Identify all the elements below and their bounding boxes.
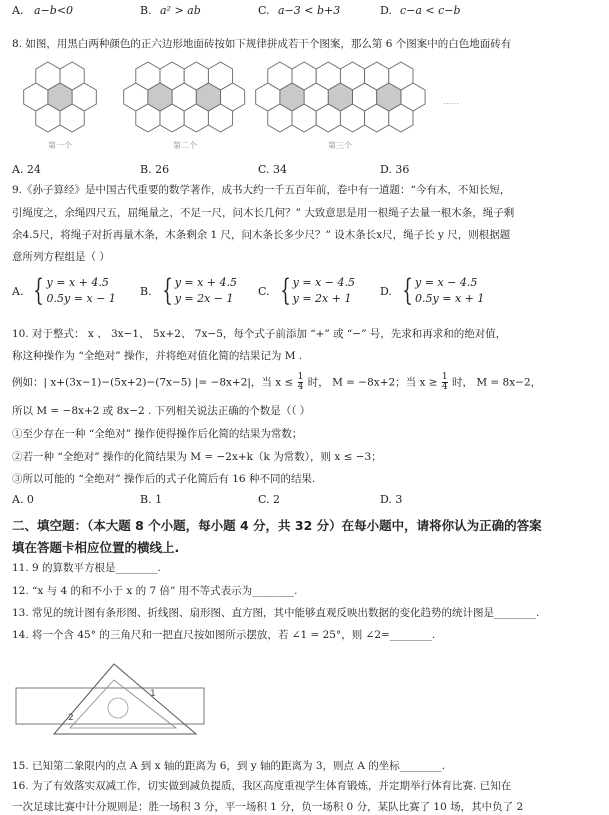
q10-example: 例如：| x+(3x−1)−(5x+2)−(7x−5) |= −8x+2|，当 x ≤ $\frac{1}{4}$ 时， M = −8x+2；当 x ≥ $\frac{1}{4}$ 时， M = 8x−2， xyxy=(12,372,542,392)
hexagon-figure-1 xyxy=(24,62,97,132)
q10-statement-1: ①至少存在一种 “全绝对” 操作使得操作后化简的结果为常数； xyxy=(12,428,303,440)
ruler-hole xyxy=(108,698,128,718)
section-2-heading-1: 二、填空题：（本大题 8 个小题，每小题 4 分，共 32 分）在每小题中，请将你认为正确的答案 xyxy=(12,518,542,533)
q10-statement-3: ③所以可能的 “全绝对” 操作后的式子化简后有 16 种不同的结果. xyxy=(12,473,316,485)
q9-option-b: B. { y = x + 4.5 y = 2x − 1 xyxy=(140,273,238,308)
q14-ruler-triangle-figure xyxy=(10,650,230,750)
q16-line-1: 16. 为了有效落实双减工作，切实做到减负提质，我区高度重视学生体育锻炼，并定期举行体育比赛. 已知在 xyxy=(12,780,512,792)
q10-option-d: D. 3 xyxy=(380,493,403,506)
q8-option-b: B. 26 xyxy=(140,163,170,176)
section-2-heading-2: 填在答题卡相应位置的横线上. xyxy=(12,540,180,555)
hexagon-figure-3-label: 第三个 xyxy=(328,141,352,150)
q10-line-2: 称这种操作为 “全绝对” 操作，并将绝对值化简的结果记为 M . xyxy=(12,350,303,362)
hexagon-figure-2 xyxy=(124,62,245,132)
angle-2-label: 2 xyxy=(68,713,74,723)
q8-stem: 8. 如图，用黑白两种颜色的正六边形地面砖按如下规律拼成若干个图案，那么第 6 个图案中的白色地面砖有 xyxy=(12,38,512,50)
q10-line-1: 10. 对于整式： x 、 3x−1、 5x+2、 7x−5，每个式子前添加 “+” 或 “−” 号，先求和再求和的绝对值， xyxy=(12,328,507,340)
q10-option-c: C. 2 xyxy=(258,493,281,506)
angle-1-label: 1 xyxy=(150,689,156,699)
q14-text: 14. 将一个含 45° 的三角尺和一把直尺按如图所示摆放，若 ∠1 = 25°，则 ∠2=________. xyxy=(12,629,436,641)
q7-option-a: a−b<0 xyxy=(34,4,74,17)
q9-option-d: D. { y = x − 4.5 0.5y = x + 1 xyxy=(380,273,485,308)
hexagon-figure-1-label: 第一个 xyxy=(48,141,72,150)
q8-option-d: D. 36 xyxy=(380,163,410,176)
q10-option-a: A. 0 xyxy=(12,493,34,506)
q10-line-4: 所以 M = −8x+2 或 8x−2 . 下列相关说法正确的个数是（（ ） xyxy=(12,405,311,417)
hexagon-ellipsis: …… xyxy=(443,97,459,106)
q15-text: 15. 已知第二象限内的点 A 到 x 轴的距离为 6，到 y 轴的距离为 3，则点 A 的坐标________. xyxy=(12,760,446,772)
q9-option-c: C. { y = x − 4.5 y = 2x + 1 xyxy=(258,273,355,308)
q7-option-d-label: D. xyxy=(380,4,392,17)
q9-line-3: 余4.5尺，将绳子对折再量木条，木条剩余 1 尺，问木条长多少尺？” 设木条长x尺，绳子长 y 尺，则根据题 xyxy=(12,229,511,241)
q9-option-a: A. { y = x + 4.5 0.5y = x − 1 xyxy=(12,273,116,308)
q7-option-b-label: B. xyxy=(140,4,152,17)
q7-option-c-label: C. xyxy=(258,4,270,17)
q7-option-c: a−3 < b+3 xyxy=(278,4,341,17)
q8-option-a: A. 24 xyxy=(12,163,41,176)
q7-option-a-label: A. xyxy=(12,4,24,17)
q9-line-2: 引绳度之，余绳四尺五，屈绳量之，不足一尺，问木长几何？” 大致意思是用一根绳子去量一根木条，绳子剩 xyxy=(12,207,515,219)
hexagon-figure-2-label: 第二个 xyxy=(173,141,197,150)
q8-option-c: C. 34 xyxy=(258,163,288,176)
q16-line-2: 一次足球比赛中计分规则是：胜一场积 3 分，平一场积 1 分，负一场积 0 分，某队比赛了 10 场，其中负了 2 xyxy=(12,801,524,813)
q13-text: 13. 常见的统计图有条形图、折线图、扇形图、直方图，其中能够直观反映出数据的变化趋势的统计图是________. xyxy=(12,607,540,619)
q8-hexagon-figures xyxy=(10,52,480,152)
q10-statement-2: ②若一种 “全绝对” 操作的化简结果为 M = −2x+k（k 为常数），则 x ≤ −3； xyxy=(12,451,382,463)
fraction-one-quarter-2: $\frac{1}{4}$ xyxy=(441,372,448,392)
hexagon-figure-3 xyxy=(256,62,425,132)
q12-text: 12. “x 与 4 的和不小于 x 的 7 倍” 用不等式表示为________. xyxy=(12,585,298,597)
fraction-one-quarter-1: $\frac{1}{4}$ xyxy=(297,372,304,392)
ruler xyxy=(16,688,204,724)
q10-option-b: B. 1 xyxy=(140,493,163,506)
q7-option-d: c−a < c−b xyxy=(400,4,461,17)
q9-line-1: 9.《孙子算经》是中国古代重要的数学著作，成书大约一千五百年前，卷中有一道题：“今有木，不知长短， xyxy=(12,184,511,196)
q7-option-b: a² > ab xyxy=(160,4,201,17)
q9-line-4: 意所列方程组是（ ） xyxy=(12,251,110,263)
q11-text: 11. 9 的算数平方根是________. xyxy=(12,562,161,574)
